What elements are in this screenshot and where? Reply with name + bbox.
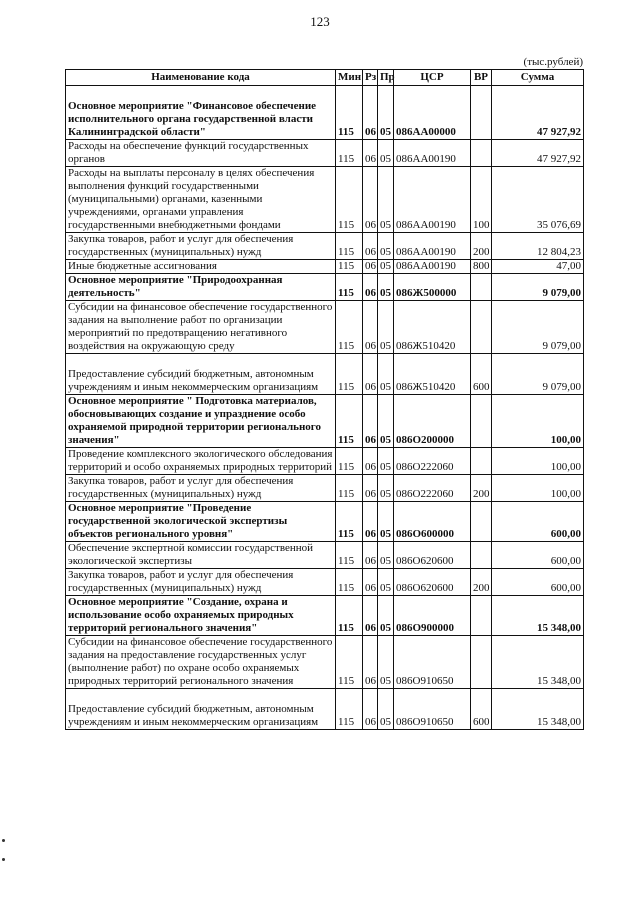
cell-min: 115 (336, 260, 363, 274)
cell-pr: 05 (378, 167, 394, 233)
cell-pr: 05 (378, 475, 394, 502)
cell-rz: 06 (363, 301, 378, 354)
cell-pr: 05 (378, 502, 394, 542)
cell-vr (471, 140, 492, 167)
cell-rz: 06 (363, 354, 378, 395)
cell-pr: 05 (378, 354, 394, 395)
cell-pr: 05 (378, 233, 394, 260)
cell-sum: 35 076,69 (492, 167, 584, 233)
cell-min: 115 (336, 167, 363, 233)
cell-vr (471, 301, 492, 354)
cell-min: 115 (336, 274, 363, 301)
cell-name: Обеспечение экспертной комиссии государственной экологической экспертизы (66, 542, 336, 569)
cell-sum: 9 079,00 (492, 274, 584, 301)
cell-pr: 05 (378, 260, 394, 274)
cell-rz: 06 (363, 542, 378, 569)
cell-csr: 086Ж500000 (394, 274, 471, 301)
cell-name: Закупка товаров, работ и услуг для обеспечения государственных (муниципальных) нужд (66, 233, 336, 260)
budget-table (65, 69, 584, 730)
cell-min: 115 (336, 569, 363, 596)
table-row (66, 86, 584, 140)
cell-csr: 086О200000 (394, 395, 471, 448)
cell-sum: 600,00 (492, 542, 584, 569)
table-row (66, 233, 584, 260)
cell-min: 115 (336, 689, 363, 730)
cell-name: Субсидии на финансовое обеспечение государственного задания на выполнение работ по организации мероприятий по предотвращению негативного воздействия на окружающую среду (66, 301, 336, 354)
cell-vr (471, 636, 492, 689)
cell-csr: 086АА00190 (394, 167, 471, 233)
cell-sum: 47,00 (492, 260, 584, 274)
cell-pr: 05 (378, 636, 394, 689)
cell-vr: 200 (471, 233, 492, 260)
cell-csr: 086АА00000 (394, 86, 471, 140)
cell-rz: 06 (363, 596, 378, 636)
cell-rz: 06 (363, 448, 378, 475)
cell-rz: 06 (363, 274, 378, 301)
cell-vr (471, 542, 492, 569)
cell-sum: 600,00 (492, 502, 584, 542)
cell-sum: 15 348,00 (492, 596, 584, 636)
cell-sum: 100,00 (492, 475, 584, 502)
cell-pr: 05 (378, 86, 394, 140)
cell-name: Расходы на выплаты персоналу в целях обеспечения выполнения функций государственными (муниципальными) органами, казенными учреждениями, органами управления государственными внебюджетными фондами (66, 167, 336, 233)
cell-csr: 086О910650 (394, 689, 471, 730)
cell-pr: 05 (378, 274, 394, 301)
cell-sum: 600,00 (492, 569, 584, 596)
cell-csr: 086АА00190 (394, 140, 471, 167)
cell-rz: 06 (363, 689, 378, 730)
cell-csr: 086Ж510420 (394, 301, 471, 354)
header-pr: Пр (378, 70, 394, 86)
scan-mark (2, 858, 5, 861)
cell-csr: 086О620600 (394, 542, 471, 569)
cell-pr: 05 (378, 301, 394, 354)
cell-vr: 600 (471, 354, 492, 395)
cell-min: 115 (336, 301, 363, 354)
cell-name: Закупка товаров, работ и услуг для обеспечения государственных (муниципальных) нужд (66, 569, 336, 596)
header-min: Мин (336, 70, 363, 86)
cell-vr (471, 448, 492, 475)
cell-pr: 05 (378, 689, 394, 730)
cell-csr: 086О910650 (394, 636, 471, 689)
table-row (66, 475, 584, 502)
cell-csr: 086О600000 (394, 502, 471, 542)
cell-rz: 06 (363, 475, 378, 502)
cell-csr: 086АА00190 (394, 260, 471, 274)
cell-pr: 05 (378, 395, 394, 448)
cell-csr: 086Ж510420 (394, 354, 471, 395)
cell-vr (471, 596, 492, 636)
cell-vr (471, 274, 492, 301)
cell-min: 115 (336, 596, 363, 636)
cell-min: 115 (336, 233, 363, 260)
cell-rz: 06 (363, 167, 378, 233)
header-sum: Сумма (492, 70, 584, 86)
cell-sum: 15 348,00 (492, 689, 584, 730)
cell-rz: 06 (363, 86, 378, 140)
cell-rz: 06 (363, 233, 378, 260)
cell-min: 115 (336, 502, 363, 542)
cell-rz: 06 (363, 260, 378, 274)
cell-min: 115 (336, 86, 363, 140)
cell-pr: 05 (378, 140, 394, 167)
header-csr: ЦСР (394, 70, 471, 86)
cell-csr: 086О900000 (394, 596, 471, 636)
cell-min: 115 (336, 636, 363, 689)
table-row (66, 542, 584, 569)
cell-rz: 06 (363, 569, 378, 596)
cell-csr: 086АА00190 (394, 233, 471, 260)
cell-name: Иные бюджетные ассигнования (66, 260, 336, 274)
units-label: (тыс.рублей) (523, 56, 583, 68)
table-row (66, 140, 584, 167)
header-vr: ВР (471, 70, 492, 86)
table-row (66, 689, 584, 730)
cell-sum: 100,00 (492, 448, 584, 475)
cell-vr: 600 (471, 689, 492, 730)
table-row (66, 502, 584, 542)
cell-name: Расходы на обеспечение функций государственных органов (66, 140, 336, 167)
cell-vr: 800 (471, 260, 492, 274)
cell-name: Основное мероприятие " Подготовка материалов, обосновывающих создание и упразднение особо охраняемой природной территории регионального значения" (66, 395, 336, 448)
cell-rz: 06 (363, 395, 378, 448)
cell-pr: 05 (378, 542, 394, 569)
table-row (66, 448, 584, 475)
cell-name: Основное мероприятие "Проведение государственной экологической экспертизы объектов регионального уровня" (66, 502, 336, 542)
cell-name: Основное мероприятие "Создание, охрана и использование особо охраняемых природных территорий регионального значения" (66, 596, 336, 636)
cell-sum: 9 079,00 (492, 354, 584, 395)
cell-min: 115 (336, 475, 363, 502)
cell-min: 115 (336, 542, 363, 569)
table-row (66, 395, 584, 448)
scan-mark (2, 839, 5, 842)
cell-vr: 200 (471, 475, 492, 502)
cell-vr (471, 502, 492, 542)
table-row (66, 354, 584, 395)
cell-rz: 06 (363, 636, 378, 689)
cell-name: Предоставление субсидий бюджетным, автономным учреждениям и иным некоммерческим организациям (66, 354, 336, 395)
cell-name: Проведение комплексного экологического обследования территорий и особо охраняемых природных территорий (66, 448, 336, 475)
cell-name: Основное мероприятие "Финансовое обеспечение исполнительного органа государственной власти Калининградской области" (66, 86, 336, 140)
cell-pr: 05 (378, 596, 394, 636)
table-row (66, 596, 584, 636)
cell-sum: 47 927,92 (492, 86, 584, 140)
cell-rz: 06 (363, 140, 378, 167)
cell-sum: 12 804,23 (492, 233, 584, 260)
cell-vr: 100 (471, 167, 492, 233)
cell-name: Основное мероприятие "Природоохранная деятельность" (66, 274, 336, 301)
cell-csr: 086О222060 (394, 448, 471, 475)
cell-vr (471, 86, 492, 140)
cell-min: 115 (336, 140, 363, 167)
table-body (66, 86, 584, 730)
table-row (66, 301, 584, 354)
cell-pr: 05 (378, 569, 394, 596)
table-row (66, 167, 584, 233)
cell-sum: 15 348,00 (492, 636, 584, 689)
cell-csr: 086О620600 (394, 569, 471, 596)
cell-pr: 05 (378, 448, 394, 475)
table-row (66, 274, 584, 301)
cell-min: 115 (336, 354, 363, 395)
header-name: Наименование кода (66, 70, 336, 86)
table-row (66, 636, 584, 689)
table-header-row (66, 70, 584, 86)
cell-vr (471, 395, 492, 448)
cell-vr: 200 (471, 569, 492, 596)
cell-sum: 47 927,92 (492, 140, 584, 167)
cell-name: Закупка товаров, работ и услуг для обеспечения государственных (муниципальных) нужд (66, 475, 336, 502)
cell-csr: 086О222060 (394, 475, 471, 502)
cell-sum: 9 079,00 (492, 301, 584, 354)
cell-sum: 100,00 (492, 395, 584, 448)
cell-name: Предоставление субсидий бюджетным, автономным учреждениям и иным некоммерческим организациям (66, 689, 336, 730)
cell-min: 115 (336, 395, 363, 448)
cell-min: 115 (336, 448, 363, 475)
page-number: 123 (310, 14, 330, 29)
header-rz: Рз (363, 70, 378, 86)
cell-name: Субсидии на финансовое обеспечение государственного задания на предоставление государственных услуг (выполнение работ) по охране особо охраняемых природных территорий регионального значения (66, 636, 336, 689)
cell-rz: 06 (363, 502, 378, 542)
table-row (66, 569, 584, 596)
table-row (66, 260, 584, 274)
